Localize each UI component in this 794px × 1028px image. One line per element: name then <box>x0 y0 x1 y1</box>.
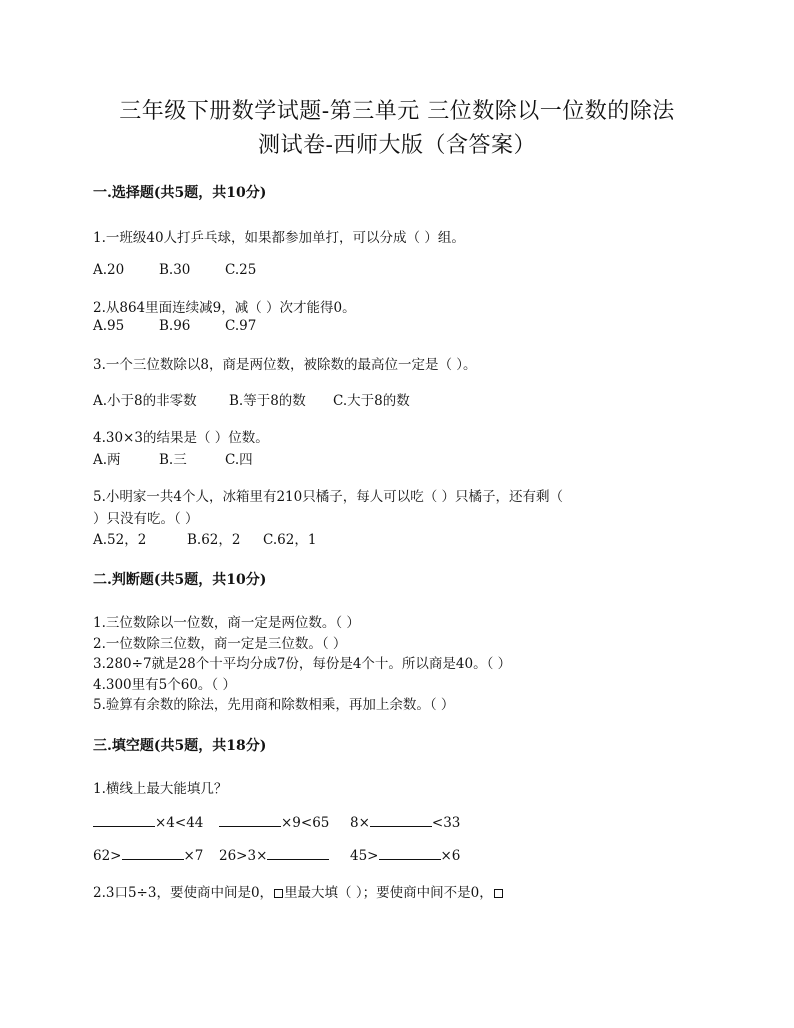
option-c: C.25 <box>225 262 257 278</box>
expression-text: 62> <box>93 848 122 864</box>
question-5-text-line-2: ）只没有吃。（ ） <box>93 511 199 527</box>
question-3-options <box>93 389 410 409</box>
answer-blank[interactable] <box>379 847 441 860</box>
answer-blank[interactable] <box>267 847 329 860</box>
question-text-part-1: 2.3口5÷3，要使商中间是0， <box>93 885 274 901</box>
option-c: C.97 <box>225 318 257 334</box>
judgement-item-1: 1.三位数除以一位数，商一定是两位数。（ ） <box>93 615 360 631</box>
fill-row-1 <box>93 814 693 834</box>
expression-text: 45> <box>350 848 379 864</box>
question-3-text: 3.一个三位数除以8，商是两位数，被除数的最高位一定是（ ）。 <box>93 357 477 373</box>
expression-text: ×4<44 <box>155 815 204 831</box>
question-4-text: 4.30×3的结果是（ ）位数。 <box>93 430 269 446</box>
fill-item-1 <box>93 814 203 831</box>
expression-text: ×6 <box>440 848 461 864</box>
question-2-options <box>93 318 256 334</box>
question-2-text: 2.从864里面连续减9，减（ ）次才能得0。 <box>93 300 356 316</box>
question-4-options <box>93 448 253 468</box>
question-text-part-2: 里最大填（ ）；要使商中间不是0， <box>284 885 493 901</box>
fill-question-2-text <box>93 881 504 901</box>
option-b: B.30 <box>159 262 191 278</box>
answer-blank[interactable] <box>370 814 432 827</box>
option-c: C.大于8的数 <box>333 393 410 409</box>
question-1-options <box>93 262 256 278</box>
judgement-item-4: 4.300里有5个60。（ ） <box>93 677 236 693</box>
section-heading-choice: 一.选择题(共5题，共10分) <box>93 185 267 201</box>
expression-text: ×7 <box>183 848 204 864</box>
square-placeholder-icon <box>274 889 283 898</box>
option-b: B.等于8的数 <box>229 393 306 409</box>
page-title-line-1: 三年级下册数学试题-第三单元 三位数除以一位数的除法 <box>119 99 675 124</box>
judgement-item-2: 2.一位数除三位数，商一定是三位数。（ ） <box>93 636 347 652</box>
fill-item-2 <box>219 814 329 831</box>
option-c: C.四 <box>225 452 253 468</box>
option-a: A.95 <box>93 318 125 334</box>
option-b: B.三 <box>159 452 187 468</box>
judgement-item-5: 5.验算有余数的除法，先用商和除数相乘，再加上余数。（ ） <box>93 697 455 713</box>
fill-item-3 <box>350 814 460 831</box>
option-b: B.62，2 <box>187 532 241 548</box>
expression-text: <33 <box>431 815 461 831</box>
answer-blank[interactable] <box>219 814 281 827</box>
fill-item-4 <box>93 847 203 864</box>
answer-blank[interactable] <box>93 814 155 827</box>
option-a: A.小于8的非零数 <box>93 393 197 409</box>
expression-text: ×9<65 <box>281 815 330 831</box>
page-title-line-2: 测试卷-西师大版（含答案） <box>258 133 536 158</box>
answer-blank[interactable] <box>122 847 184 860</box>
section-heading-judgement: 二.判断题(共5题，共10分) <box>93 572 267 588</box>
expression-text: 8× <box>350 815 370 831</box>
expression-text: 26>3× <box>219 848 268 864</box>
option-a: A.20 <box>93 262 125 278</box>
question-5-text-line-1: 5.小明家一共4个人，冰箱里有210只橘子，每人可以吃（ ）只橘子，还有剩（ <box>93 489 564 505</box>
judgement-item-3: 3.280÷7就是28个十平均分成7份，每份是4个十。所以商是40。（ ） <box>93 656 512 672</box>
section-heading-fill-blank: 三.填空题(共5题，共18分) <box>93 738 267 754</box>
option-a: A.52，2 <box>93 532 147 548</box>
square-placeholder-icon <box>494 889 503 898</box>
question-1-text: 1.一班级40人打乒乓球，如果都参加单打，可以分成（ ）组。 <box>93 230 465 246</box>
question-5-options <box>93 528 316 548</box>
fill-question-1-text: 1.横线上最大能填几？ <box>93 781 228 797</box>
fill-item-6 <box>350 847 460 864</box>
option-b: B.96 <box>159 318 191 334</box>
option-a: A.两 <box>93 452 121 468</box>
fill-row-2 <box>93 847 693 867</box>
option-c: C.62，1 <box>263 532 317 548</box>
fill-item-5 <box>219 847 329 864</box>
